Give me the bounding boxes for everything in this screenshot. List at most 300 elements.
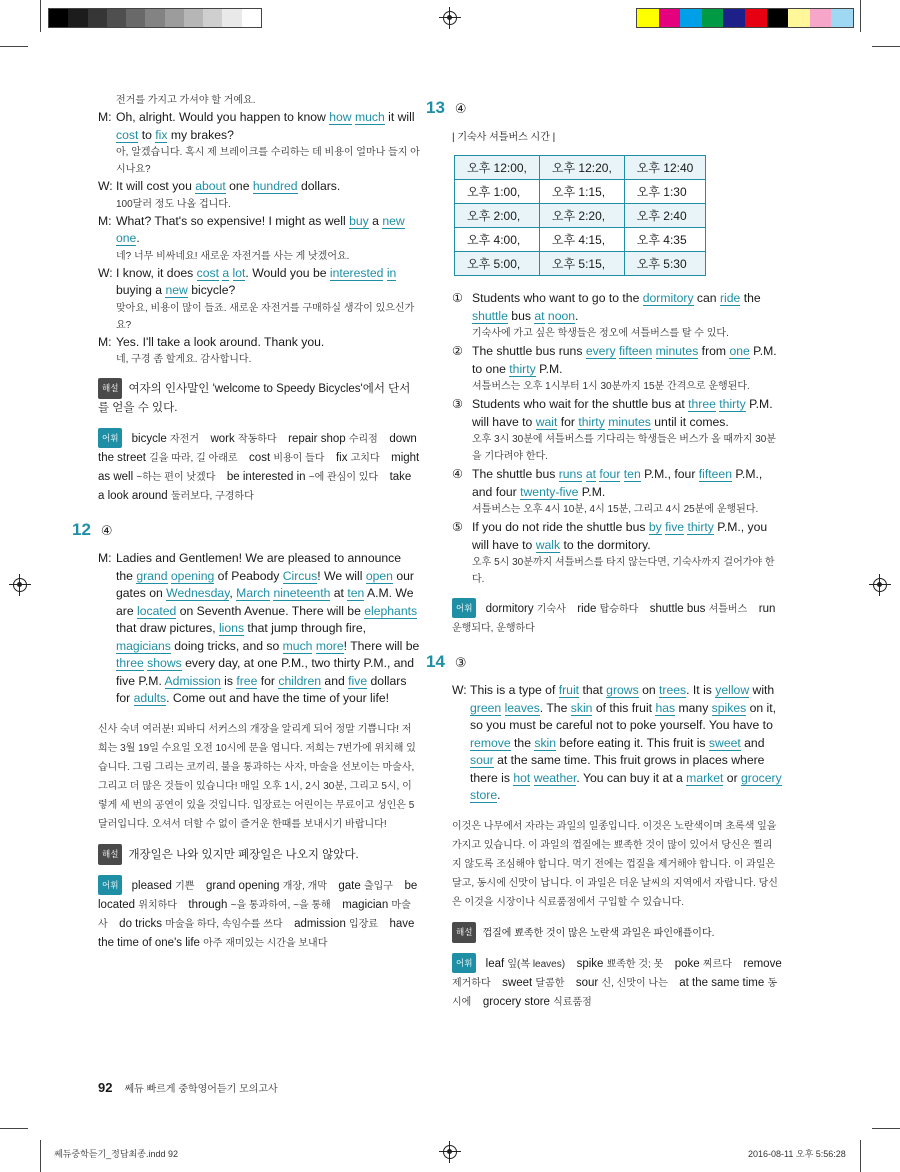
explanation-badge: 해설 [98,844,122,865]
english-line [472,466,782,501]
table-cell: 오후 1:00, [455,180,540,204]
answer-blank-word: thirty [687,520,714,534]
gray-swatch [88,9,107,27]
answer-mark: ④ [100,523,113,538]
answer-blank-word: runs [558,467,583,481]
script-text: Ladies and Gentlemen! We are pleased to announce the [116,551,402,583]
q14-explanation: 해설 껍질에 뾰족한 것이 많은 노란색 과일은 파인애플이다. [452,922,782,943]
english-line [472,396,782,431]
script-text: of this fruit [592,700,656,715]
english-line [470,682,782,805]
gray-swatch [242,9,261,27]
script-text: If you do not ride the shuttle bus [472,520,649,534]
answer-blank-word: fifteen [698,467,732,481]
script-text: This is a type of [470,683,559,697]
explanation-badge: 해설 [98,378,122,399]
option-number: ④ [452,467,463,481]
line-text [116,213,420,265]
vocabulary-badge: 어휘 [98,428,122,448]
answer-blank-word: interested [329,265,384,280]
dialogue-line [98,92,420,109]
script-text: for [257,673,279,688]
gray-swatch [184,9,203,27]
answer-blank-word: leaves [504,700,540,715]
script-text: I know, it does [116,265,197,280]
script-text: Yes. I'll take a look around. Thank you. [116,334,325,349]
vocab-term: have the time of one's life [98,917,415,949]
script-text: The shuttle bus runs [472,344,586,358]
table-cell: 오후 12:40 [624,156,706,180]
answer-blank-word: hundred [252,179,298,193]
vocab-term: take a look around [98,471,412,502]
script-text: on it, so you must be careful not to poke yourself. You have to [470,700,777,732]
q13-options [452,290,782,588]
vocab-term: remove [743,957,782,970]
gray-swatch [145,9,164,27]
script-text: buying a [116,283,166,297]
vocab-term: at the same time [679,976,768,989]
vocab-term: ride [577,603,600,615]
vocab-meaning: 자전거 [170,434,199,445]
answer-blank-word: walk [535,537,561,552]
answer-blank-word: shows [147,656,182,670]
script-text: Oh, alright. Would you happen to know [116,110,330,124]
script-text: P.M. will have to [472,397,773,429]
color-swatch [745,9,767,27]
gray-swatch [165,9,184,27]
answer-blank-word: opening [170,568,215,583]
crop-mark [0,1128,28,1129]
script-text: P.M., and four [472,467,763,499]
vocab-meaning: 입장료 [349,918,379,930]
color-swatch [831,9,853,27]
script-text: . It is [686,683,716,697]
table-cell: 오후 12:20, [539,156,624,180]
vocab-term: run [758,603,776,615]
vocab-term: work [210,433,238,445]
script-text: bicycle? [187,283,236,297]
vocab-meaning: 잎(복 leaves) [507,958,566,970]
book-title: 쎄듀 빠르게 중학영어듣기 모의고사 [124,1084,278,1095]
answer-blank-word: skin [534,735,557,750]
color-swatch [723,9,745,27]
answer-blank-word: buy [349,213,369,228]
korean-translation: 셔틀버스는 오후 1시부터 1시 30분까지 15분 간격으로 운행된다. [472,381,750,392]
script-text: the [740,291,761,305]
answer-option [452,396,782,465]
vocab-term: pleased [131,879,176,892]
vocab-meaning: ~하는 편이 낫겠다 [136,472,216,483]
q12-script [98,550,420,708]
option-text [472,343,782,395]
english-line [116,265,420,300]
korean-translation: 전거를 가지고 가셔야 할 거예요. [116,95,256,106]
table-row [455,204,706,228]
vocab-meaning: 마술을 하다, 속임수를 쓰다 [165,918,283,930]
script-text: to [138,127,156,142]
slug-date: 2016-08-11 오후 5:56:28 [748,1149,846,1159]
q11-vocabulary [98,428,420,506]
line-text [116,109,420,178]
option-text [472,290,782,342]
answer-blank-word: a [222,265,230,280]
table-cell: 오후 5:00, [455,252,540,276]
korean-translation: 셔틀버스는 오후 4시 10분, 4시 15분, 그리고 4시 25분에 운행된다. [472,504,759,515]
english-line [472,519,782,554]
script-text: P.M. [535,361,563,376]
answer-blank-word: new [165,283,188,297]
vocab-term: spike [576,957,607,970]
answer-blank-word: Admission [164,673,221,688]
speaker-label: M: [98,110,112,124]
line-text [116,92,420,109]
answer-blank-word: adults [133,691,167,705]
table-cell: 오후 4:35 [624,228,706,252]
vocab-term: fix [335,452,351,464]
script-text: of Peabody [214,568,283,583]
dialogue-line [98,178,420,213]
english-line [472,290,782,325]
answer-blank-word: five [348,673,368,688]
vocab-term: leaf [485,957,508,970]
script-text: that jump through fire, [244,621,366,635]
line-text [470,682,782,805]
crop-mark [0,46,28,47]
vocab-meaning: 셔틀버스 [708,604,748,615]
vocab-term: cost [249,452,274,464]
registration-mark-icon [443,11,457,25]
vocab-term: sweet [502,976,536,989]
crop-mark [872,46,900,47]
script-text: many [675,700,712,715]
script-text: my brakes? [167,127,234,142]
vocab-term: through [188,898,231,911]
answer-blank-word: cost [196,265,219,280]
answer-blank-word: more [315,638,344,653]
q12-explanation: 해설 개장일은 나와 있지만 폐장일은 나오지 않았다. [98,844,420,865]
option-number: ③ [452,397,463,411]
shuttle-table-title: | 기숙사 셔틀버스 시간 | [452,132,556,143]
script-text: ! We will [317,568,366,583]
table-row [455,252,706,276]
script-text: one [225,179,253,193]
answer-blank-word: ten [347,586,365,600]
option-text [472,396,782,465]
korean-translation: 100달러 정도 나올 겁니다. [116,198,231,210]
vocab-meaning: ~을 통과하여, ~을 통해 [230,899,331,911]
script-text: a [368,213,383,228]
vocab-meaning: 길을 따라, 길 아래로 [149,453,238,464]
korean-translation: 네, 구경 좀 할게요. 감사합니다. [116,354,252,365]
answer-blank-word: thirty [509,361,536,376]
vocab-meaning: 고치다 [350,453,380,464]
script-text: for [557,414,579,429]
answer-blank-word: yellow [715,683,750,697]
answer-blank-word: March [236,586,271,600]
answer-blank-word: fruit [558,683,580,697]
answer-blank-word: hot [513,770,531,785]
script-text: P.M., you will have to [472,520,768,552]
q13-vocabulary [452,598,782,638]
registration-mark-icon [13,578,27,592]
gray-swatch [107,9,126,27]
gray-swatch [126,9,145,27]
vocab-term: bicycle [131,433,170,445]
color-swatch [637,9,659,27]
answer-blank-word: four [599,467,621,481]
vocab-term: gate [338,879,364,892]
table-row [455,156,706,180]
answer-option [452,466,782,518]
answer-blank-word: trees [659,683,687,697]
vocabulary-badge: 어휘 [98,875,122,895]
answer-blank-word: spikes [711,700,747,715]
line-text [116,550,420,708]
table-cell: 오후 2:00, [455,204,540,228]
answer-blank-word: new [382,213,405,228]
english-line [116,550,420,708]
korean-translation: 아, 알겠습니다. 혹시 제 브레이크를 수리하는 데 비용이 얼마나 들지 아시나요? [116,147,420,175]
color-swatch [659,9,681,27]
option-number: ① [452,291,463,305]
color-swatch [767,9,789,27]
q12-translation: 신사 숙녀 여러분! 피바디 서커스의 개장을 알리게 되어 정말 기쁩니다! 저희는 3월 19일 수요일 오전 10시에 문을 엽니다. 저희는 7번가에 위치해 있습니다. 그림 그리는 코끼리, 불을 통과하는 사자, 마술을 선보이는 마술사, 그리고 더 많은 것들이 있습니다! 매일 오후 1시, 2시 30분, 그리고 5시, 이렇게 세 번의 공연이 있을 것입니다. 입장료는 어린이는 무료이고 성인은 5달러입니다. 오셔서 더할 수 없이 즐거운 한때를 보내시기 바랍니다! [98,723,416,830]
vocab-meaning: 아주 재미있는 시간을 보내다 [203,937,328,949]
vocab-term: repair shop [288,433,349,445]
q14-script [452,682,782,805]
dialogue-line [98,109,420,178]
answer-blank-word: dormitory [642,291,694,305]
script-text: doing tricks, and so [170,638,283,653]
table-row [455,180,706,204]
vocab-meaning: 개장, 개막 [282,880,327,892]
answer-blank-word: much [354,110,385,124]
vocab-meaning: 출입구 [363,880,393,892]
script-text: P.M. to one [472,344,777,376]
option-text [472,519,782,588]
answer-blank-word: noon [547,308,576,323]
answer-blank-word: three [116,656,144,670]
option-text [472,466,782,518]
answer-blank-word: how [329,110,352,124]
vocab-term: poke [674,957,703,970]
vocabulary-badge: 어휘 [452,953,476,973]
script-text: dollars. [297,179,341,193]
answer-blank-word: skin [570,700,593,715]
dialogue-line [98,265,420,334]
gray-swatch [68,9,87,27]
script-text: It will cost you [116,179,196,193]
script-text: . Come out and have the time of your life! [166,691,390,705]
left-column [72,92,420,967]
answer-blank-word: Wednesday [166,586,230,600]
answer-blank-word: elephants [364,603,418,618]
gray-swatch [222,9,241,27]
answer-blank-word: shuttle [472,308,508,323]
answer-blank-word: one [729,344,750,358]
color-swatch [788,9,810,27]
speaker-label: M: [98,334,112,349]
script-text: P.M., four [640,467,699,481]
answer-blank-word: wait [535,414,558,429]
vocab-term: dormitory [485,603,537,615]
script-text: P.M. [578,484,606,499]
answer-option [452,290,782,342]
dialogue-line [98,334,420,369]
vocab-term: might as well [98,452,420,483]
answer-blank-word: minutes [655,344,699,358]
vocab-meaning: 찌르다 [702,958,732,970]
answer-blank-word: magicians [116,638,171,653]
vocab-meaning: 탑승하다 [599,604,639,615]
gray-swatch [49,9,68,27]
script-text: . [575,308,579,323]
question-number: 13 [426,98,445,117]
english-line [116,109,420,144]
answer-blank-word: minutes [608,414,651,429]
answer-blank-word: every [585,344,616,358]
korean-translation: 기숙사에 가고 싶은 학생들은 정오에 셔틀버스를 탈 수 있다. [472,328,729,339]
right-column [426,86,782,1026]
speaker-label: W: [452,683,467,697]
line-text [116,334,420,369]
shuttle-schedule-table [454,155,706,276]
vocab-meaning: 작동하다 [237,434,277,445]
script-text: ! There will be [343,638,420,653]
vocab-term: sour [575,976,602,989]
registration-mark-icon [873,578,887,592]
script-text: at [330,586,348,600]
vocab-term: grocery store [482,995,554,1008]
vocabulary-badge: 어휘 [452,598,476,618]
script-text: . [497,788,501,802]
crop-mark [860,0,861,32]
answer-blank-word: ten [623,467,641,481]
answer-blank-word: lions [218,621,245,635]
q14-vocabulary [452,953,782,1012]
vocab-term: magician [342,898,392,911]
q12-vocabulary [98,875,420,953]
answer-blank-word: weather [533,770,577,785]
answer-blank-word: nineteenth [273,586,331,600]
answer-blank-word: fifteen [619,344,653,358]
answer-blank-word: twenty-five [520,484,579,499]
table-cell: 오후 5:15, [539,252,624,276]
answer-mark: ④ [454,101,467,116]
script-text: the [510,735,535,750]
script-text: What? That's so expensive! I might as well [116,213,350,228]
q14-translation: 이것은 나무에서 자라는 과일의 일종입니다. 이것은 노란색이며 초록색 잎을 가지고 있습니다. 이 과일의 껍질에는 뾰족한 것이 많이 있어서 당신은 찔리지 않도록 조심해야 합니다. 먹기 전에는 껍질을 제거해야 합니다. 이 과일은 달고, 동시에 신맛이 납니다. 이 과일은 더운 날씨의 지역에서 자랍니다. 당신은 이것을 시장이나 식료품점에서 구입할 수 있습니다. [452,820,778,908]
vocab-term: be interested in [226,471,309,483]
english-line [116,178,420,196]
answer-blank-word: cost [116,127,139,142]
script-text: A.M. We are [116,586,414,618]
script-text: is [220,673,237,688]
script-text: . [136,231,140,245]
korean-translation: 오후 5시 30분까지 셔틀버스를 타지 않는다면, 기숙사까지 걸어가야 한다. [472,557,775,585]
q12-header [72,520,420,540]
answer-option [452,519,782,588]
table-cell: 오후 12:00, [455,156,540,180]
table-row [455,228,706,252]
script-text: . The [539,700,571,715]
answer-blank-word: grocery [741,770,782,785]
color-swatch [702,9,724,27]
answer-blank-word: located [137,603,177,618]
answer-blank-word: children [278,673,322,688]
answer-blank-word: about [195,179,226,193]
vocab-meaning: 동시에 [452,977,778,1008]
script-text: bus [507,308,535,323]
answer-blank-word: much [282,638,313,653]
script-text: that draw pictures, [116,621,219,635]
script-text: . Would you be [245,265,330,280]
vocab-meaning: 기쁜 [175,880,195,892]
table-cell: 오후 1:15, [539,180,624,204]
answer-blank-word: by [648,520,662,534]
grayscale-color-bar [48,8,262,28]
script-text: to the dormitory. [560,537,651,552]
vocab-term: down the street [98,433,417,464]
line-text [116,265,420,334]
cmyk-color-bar [636,8,854,28]
vocab-meaning: 수리점 [348,434,378,445]
table-cell: 오후 1:30 [624,180,706,204]
crop-mark [40,1140,41,1172]
q11-explanation: 해설 여자의 인사말인 'welcome to Speedy Bicycles'에서 단서를 얻을 수 있다. [98,378,420,418]
script-text: it will [384,110,415,124]
english-line [472,343,782,378]
answer-blank-word: thirty [719,397,746,411]
answer-blank-word: at [534,308,545,323]
answer-mark: ③ [454,655,467,670]
answer-blank-word: market [686,770,724,785]
script-text: before eating it. This fruit is [556,735,709,750]
option-number: ② [452,344,463,358]
question-number: 12 [72,520,91,539]
script-text: that [579,683,607,697]
speaker-label: M: [98,213,112,228]
explanation-badge: 해설 [452,922,476,943]
answer-blank-word: has [655,700,676,715]
crop-mark [860,1140,861,1172]
answer-blank-word: thirty [578,414,605,429]
korean-translation: 네? 너무 비싸네요! 새로운 자전거를 사는 게 낫겠어요. [116,250,350,262]
vocab-term: grand opening [205,879,283,892]
answer-blank-word: store [470,788,498,802]
speaker-label: M: [98,551,112,565]
vocab-meaning: 운행되다, 운행하다 [452,623,535,634]
table-cell: 오후 2:40 [624,204,706,228]
english-line [116,334,420,352]
page-number: 92 [98,1080,113,1095]
english-line [116,213,420,248]
answer-blank-word: ride [719,291,741,305]
script-text: until it comes. [650,414,729,429]
table-cell: 오후 5:30 [624,252,706,276]
script-text: dollars for [116,673,407,705]
script-text: The shuttle bus [472,467,559,481]
script-text: our gates on [116,568,414,600]
script-text: . You can buy it at a [576,770,687,785]
answer-blank-word: grows [606,683,639,697]
vocab-meaning: 위치하다 [138,899,177,911]
script-text: every day, at one P.M., two thirty P.M., and five P.M. [116,656,415,688]
script-text: Students who want to go to the [472,291,643,305]
script-text: on Seventh Avenue. There will be [176,603,365,618]
vocab-meaning: 달콤한 [535,977,565,989]
gray-swatch [203,9,222,27]
